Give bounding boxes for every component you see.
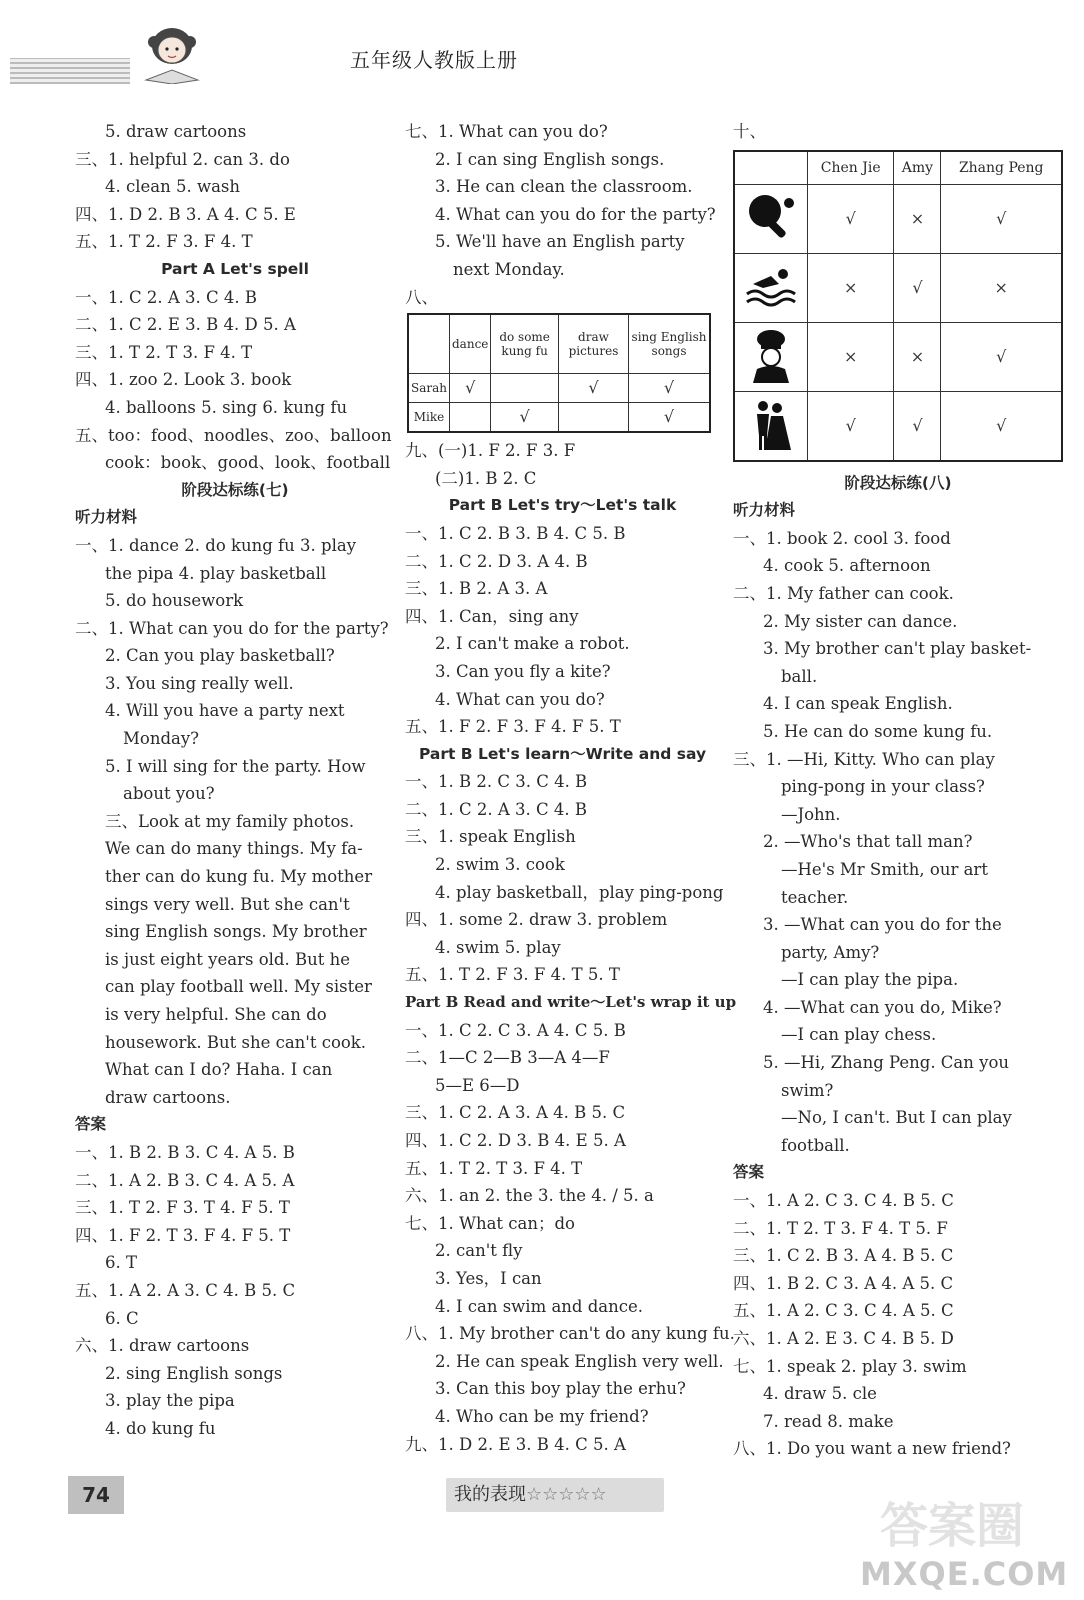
- col2-line: 4. swim 5. play: [435, 937, 561, 957]
- col1-line: 6. T: [105, 1253, 137, 1273]
- table8-mark: [450, 403, 491, 433]
- col1-line: 3. play the pipa: [105, 1391, 235, 1411]
- col2-line: 3. Can you fly a kite?: [435, 661, 611, 681]
- col3-line: —I can play chess.: [781, 1025, 937, 1045]
- col3-line: 五、1. A 2. C 3. C 4. A 5. C: [733, 1301, 954, 1321]
- col1-line: 一、1. dance 2. do kung fu 3. play: [75, 535, 357, 555]
- header-strip: [10, 58, 130, 84]
- column-2: [405, 118, 737, 1458]
- col3-line: 答案: [733, 1163, 765, 1182]
- col2-line: 四、1. some 2. draw 3. problem: [405, 910, 668, 930]
- table10-mark: √: [894, 391, 941, 461]
- col3-line: ping-pong in your class?: [781, 777, 985, 797]
- col3-line: 5. He can do some kung fu.: [763, 721, 993, 741]
- table8-mark: √: [629, 403, 710, 433]
- col1-line: Part A Let's spell: [161, 259, 309, 278]
- col2-line: 五、1. T 2. T 3. F 4. T: [405, 1158, 583, 1178]
- col1-line: 三、1. T 2. F 3. T 4. F 5. T: [75, 1198, 290, 1218]
- col1-line: 5. draw cartoons: [105, 122, 247, 141]
- col1-line: 5. do housework: [105, 591, 244, 611]
- col1-line: 听力材料: [75, 508, 138, 527]
- table8-header: [408, 314, 450, 374]
- col2-line: 四、1. C 2. D 3. B 4. E 5. A: [405, 1131, 626, 1150]
- performance-label: 我的表现: [454, 1484, 526, 1505]
- col2-line: 4. What can you do for the party?: [435, 204, 716, 224]
- col2-line: 三、1. C 2. A 3. A 4. B 5. C: [405, 1103, 626, 1123]
- table10-mark: ×: [894, 184, 941, 253]
- col3-line: swim?: [781, 1080, 834, 1100]
- col2-line: 九、(一)1. F 2. F 3. F: [405, 441, 576, 461]
- col2-line: 五、1. T 2. F 3. F 4. T 5. T: [405, 965, 620, 985]
- col1-line: 4. do kung fu: [105, 1418, 216, 1438]
- table10-mark: √: [808, 184, 894, 253]
- table10-header: Chen Jie: [808, 151, 894, 185]
- performance-footer: [446, 1478, 664, 1512]
- col3-line: 5. —Hi, Zhang Peng. Can you: [763, 1053, 1010, 1073]
- table8-header: draw pictures: [558, 314, 628, 374]
- col1-line: 阶段达标练(七): [181, 480, 289, 499]
- col2-line: 一、1. B 2. C 3. C 4. B: [405, 772, 588, 792]
- table10-header: Amy: [894, 151, 941, 185]
- table8-row-name: Mike: [408, 403, 450, 433]
- table10-mark: ×: [894, 322, 941, 391]
- table8-mark: √: [629, 374, 710, 403]
- col2-line: 2. I can't make a robot.: [435, 634, 630, 654]
- table10-mark: ×: [808, 253, 894, 322]
- table10-mark: ×: [808, 322, 894, 391]
- col1-line: 4. clean 5. wash: [105, 177, 241, 197]
- col2-line: Part B Let's learn～Write and say: [418, 744, 707, 763]
- col3-line: 七、1. speak 2. play 3. swim: [733, 1356, 967, 1376]
- col1-line: 6. C: [105, 1308, 139, 1328]
- col1-line: sing English songs. My brother: [105, 922, 367, 942]
- col2-line: 3. He can clean the classroom.: [435, 177, 693, 197]
- table8-mark: [491, 374, 558, 403]
- col1-line: 四、1. zoo 2. Look 3. book: [75, 370, 292, 390]
- col2-line: 五、1. F 2. F 3. F 4. F 5. T: [405, 717, 621, 737]
- table8-header: sing English songs: [629, 314, 710, 374]
- col2-line: 5. We'll have an English party: [435, 232, 685, 252]
- col1-line: 三、1. T 2. T 3. F 4. T: [75, 342, 253, 362]
- table10-mark: √: [808, 391, 894, 461]
- col3-line: 八、1. Do you want a new friend?: [733, 1439, 1011, 1459]
- col3-line: 四、1. B 2. C 3. A 4. A 5. C: [733, 1273, 954, 1293]
- dancers-icon: [734, 391, 808, 461]
- col1-line: Monday?: [123, 729, 200, 749]
- col3-line: 阶段达标练(八): [844, 473, 952, 492]
- col3-line: 听力材料: [733, 501, 796, 520]
- col2-line: 二、1. C 2. D 3. A 4. B: [405, 551, 588, 571]
- table8-header: do some kung fu: [491, 314, 558, 374]
- col1-line: 一、1. C 2. A 3. C 4. B: [75, 287, 257, 307]
- column-2-bottom: [405, 437, 737, 1458]
- table8-mark: [558, 403, 628, 433]
- col1-line: housework. But she can't cook.: [105, 1032, 367, 1052]
- col2-line: 2. I can sing English songs.: [435, 149, 665, 169]
- col2-line: 二、1—C 2—B 3—A 4—F: [405, 1048, 610, 1068]
- col3-line: 一、1. book 2. cool 3. food: [733, 528, 951, 548]
- col3-line: ball.: [781, 666, 818, 686]
- col2-line: 2. He can speak English very well.: [435, 1351, 724, 1371]
- table8-mark: √: [558, 374, 628, 403]
- col2-line: 三、1. B 2. A 3. A: [405, 579, 548, 599]
- col3-line: 2. —Who's that tall man?: [763, 832, 973, 852]
- col3-line: 3. My brother can't play basket-: [763, 639, 1032, 659]
- table8-mark: √: [491, 403, 558, 433]
- col3-line: —He's Mr Smith, our art: [781, 859, 988, 879]
- col3-line: —John.: [781, 804, 841, 824]
- col1-line: 3. You sing really well.: [105, 673, 294, 693]
- col2-line: 七、1. What can you do?: [405, 122, 608, 141]
- table8-header: dance: [450, 314, 491, 374]
- col1-line: is just eight years old. But he: [105, 949, 350, 969]
- col2-line: 4. play basketball，play ping-pong: [435, 882, 724, 902]
- col1-line: What can I do? Haha. I can: [105, 1060, 333, 1080]
- col1-line: 5. I will sing for the party. How: [105, 756, 366, 776]
- col3-line: 三、1. C 2. B 3. A 4. B 5. C: [733, 1246, 954, 1266]
- col2-line: 一、1. C 2. C 3. A 4. C 5. B: [405, 1020, 626, 1040]
- page-number: 74: [68, 1476, 124, 1514]
- col2-line: 六、1. an 2. the 3. the 4. / 5. a: [405, 1186, 654, 1206]
- col2-line: 三、1. speak English: [405, 827, 576, 847]
- col3-line: 一、1. A 2. C 3. C 4. B 5. C: [733, 1191, 954, 1211]
- col2-line: 二、1. C 2. A 3. C 4. B: [405, 799, 587, 819]
- col2-line: 4. What can you do?: [435, 689, 605, 709]
- col2-line: 2. swim 3. cook: [435, 855, 565, 875]
- col1-line: about you?: [123, 784, 215, 804]
- col2-line: Part B Read and write～Let's wrap it up: [405, 993, 737, 1012]
- col3-line: 二、1. My father can cook.: [733, 583, 954, 603]
- table10-mark: √: [941, 322, 1062, 391]
- girl-reading-icon: [132, 22, 212, 84]
- col2-line: 一、1. C 2. B 3. B 4. C 5. B: [405, 523, 626, 543]
- col3-line: 二、1. T 2. T 3. F 4. T 5. F: [733, 1218, 948, 1238]
- col1-line: 三、1. helpful 2. can 3. do: [75, 149, 290, 169]
- column-3: [733, 118, 1063, 1463]
- col3-line: teacher.: [781, 887, 849, 907]
- col3-line: football.: [781, 1135, 850, 1155]
- table10-header: [734, 151, 808, 185]
- col1-line: 五、1. T 2. F 3. F 4. T: [75, 232, 253, 252]
- col1-line: 4. balloons 5. sing 6. kung fu: [105, 397, 348, 417]
- col3-line: 7. read 8. make: [763, 1411, 894, 1431]
- table8-row-name: Sarah: [408, 374, 450, 403]
- col1-line: 五、1. A 2. A 3. C 4. B 5. C: [75, 1280, 296, 1300]
- col1-line: ther can do kung fu. My mother: [105, 867, 373, 887]
- col1-line: 4. Will you have a party next: [105, 701, 345, 721]
- col1-line: 二、1. C 2. E 3. B 4. D 5. A: [75, 315, 296, 335]
- column-2-top: [405, 118, 720, 311]
- col2-line: Part B Let's try～Let's talk: [448, 496, 677, 515]
- col2-line: 七、1. What can；do: [405, 1213, 575, 1233]
- col1-line: sings very well. But she can't: [105, 894, 350, 914]
- col1-line: We can do many things. My fa-: [105, 839, 363, 859]
- col1-line: 2. sing English songs: [105, 1363, 283, 1383]
- section-label-10: 十、: [733, 122, 766, 141]
- table10-mark: √: [941, 184, 1062, 253]
- watermark-logo-text: 答案圈: [880, 1498, 1025, 1554]
- col1-line: 六、1. draw cartoons: [75, 1336, 250, 1356]
- col1-line: cook：book、good、look、football: [105, 453, 391, 473]
- col1-line: 2. Can you play basketball?: [105, 646, 335, 666]
- col1-line: 一、1. B 2. B 3. C 4. A 5. B: [75, 1142, 295, 1162]
- col3-line: 4. —What can you do, Mike?: [763, 997, 1002, 1017]
- col3-line: —I can play the pipa.: [781, 970, 959, 990]
- col2-line: 4. Who can be my friend?: [435, 1406, 649, 1426]
- col2-line: 四、1. Can，sing any: [405, 606, 579, 626]
- col2-line: next Monday.: [453, 259, 565, 279]
- table10-mark: ×: [941, 253, 1062, 322]
- table10-header: Zhang Peng: [941, 151, 1062, 185]
- page-header-title: 五年级人教版上册: [350, 48, 518, 72]
- col3-line: 4. draw 5. cle: [763, 1384, 877, 1404]
- col3-line: 4. cook 5. afternoon: [763, 556, 931, 576]
- col1-line: 四、1. D 2. B 3. A 4. C 5. E: [75, 204, 296, 224]
- col2-line: 4. I can swim and dance.: [435, 1296, 644, 1316]
- col2-line: 九、1. D 2. E 3. B 4. C 5. A: [405, 1434, 626, 1454]
- watermark-text: MXQE.COM: [860, 1555, 1069, 1593]
- col1-line: the pipa 4. play basketball: [105, 563, 327, 583]
- col1-line: 四、1. F 2. T 3. F 4. F 5. T: [75, 1225, 291, 1245]
- table8-mark: √: [450, 374, 491, 403]
- swimmer-icon: [734, 253, 808, 322]
- col3-line: —No, I can't. But I can play: [781, 1108, 1012, 1128]
- col1-line: 五、too：food、noodles、zoo、balloon: [75, 425, 392, 445]
- column-1: [75, 118, 395, 1443]
- chef-icon: [734, 322, 808, 391]
- col3-line: 三、1. —Hi, Kitty. Who can play: [733, 749, 995, 769]
- col3-line: 六、1. A 2. E 3. C 4. B 5. D: [733, 1329, 954, 1348]
- ability-table-8: [407, 313, 711, 433]
- col3-line: 3. —What can you do for the: [763, 915, 1002, 935]
- column-3-body: [733, 470, 1063, 1463]
- col2-line: 八、1. My brother can't do any kung fu.: [405, 1324, 735, 1344]
- col3-line: party, Amy?: [781, 942, 880, 962]
- rating-stars: ☆☆☆☆☆: [526, 1484, 607, 1505]
- col2-line: 八、: [405, 287, 438, 307]
- col3-line: 2. My sister can dance.: [763, 611, 958, 631]
- col1-line: 答案: [75, 1115, 107, 1134]
- col1-line: can play football well. My sister: [105, 977, 372, 997]
- col2-line: 5—E 6—D: [435, 1075, 520, 1095]
- col2-line: 2. can't fly: [435, 1241, 523, 1261]
- col2-line: 3. Can this boy play the erhu?: [435, 1379, 686, 1399]
- table10-mark: √: [941, 391, 1062, 461]
- col2-line: 3. Yes，I can: [435, 1268, 542, 1288]
- ability-table-10: [733, 150, 1063, 462]
- col2-line: (二)1. B 2. C: [435, 468, 537, 488]
- col1-line: 二、1. A 2. B 3. C 4. A 5. A: [75, 1170, 295, 1190]
- ping-pong-icon: [734, 184, 808, 253]
- col1-line: 二、1. What can you do for the party?: [75, 618, 389, 638]
- col1-line: draw cartoons.: [105, 1087, 231, 1107]
- col1-line: is very helpful. She can do: [105, 1005, 327, 1024]
- col3-line: 4. I can speak English.: [763, 694, 953, 714]
- table10-mark: √: [894, 253, 941, 322]
- col1-line: 三、Look at my family photos.: [105, 811, 355, 831]
